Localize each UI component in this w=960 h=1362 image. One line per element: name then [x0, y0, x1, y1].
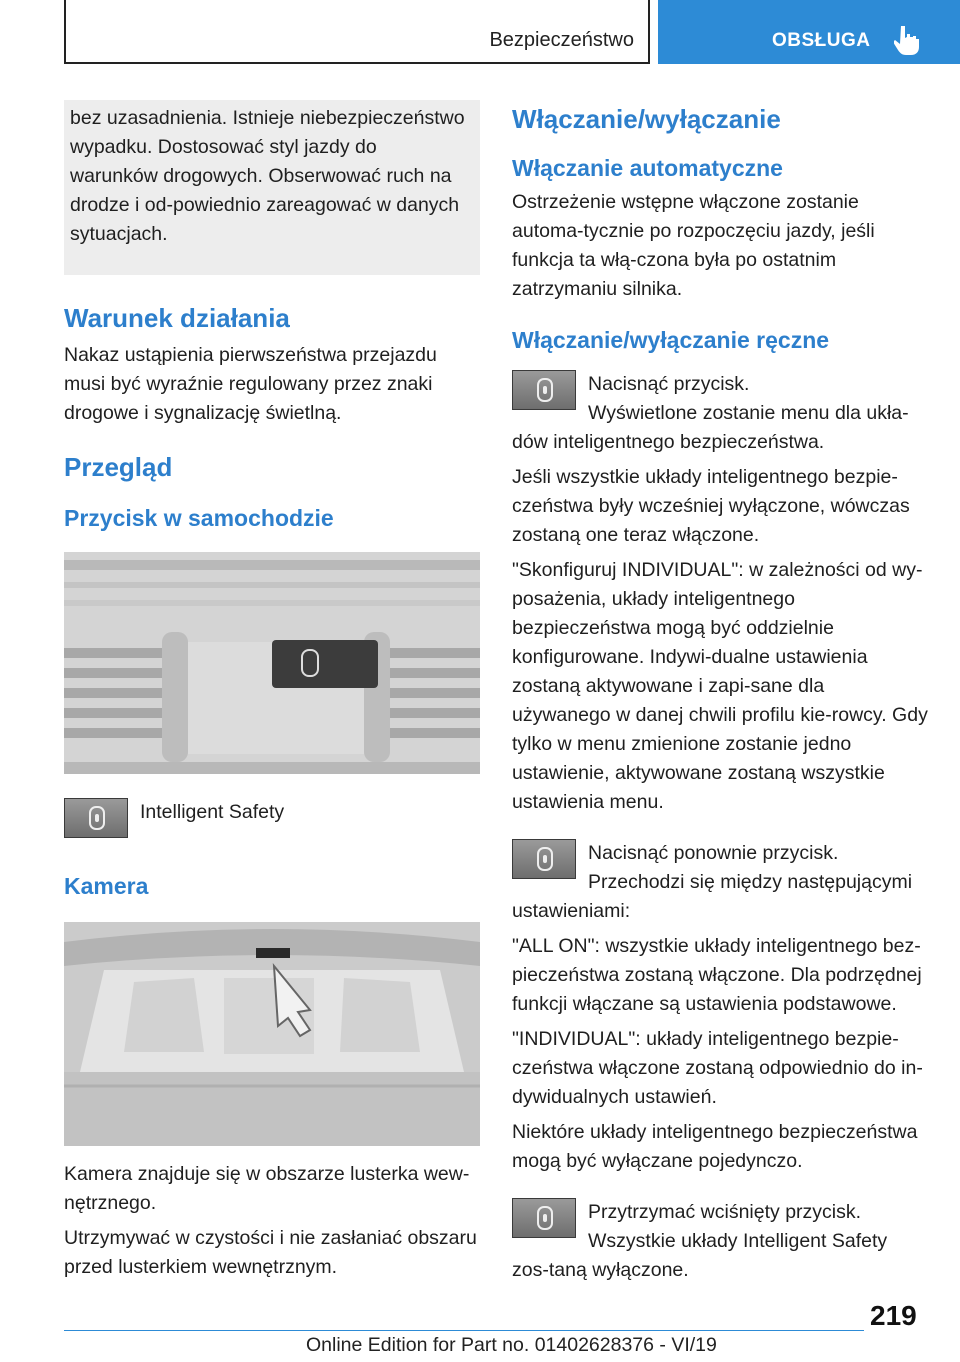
- warning-box: [64, 100, 480, 275]
- step-3: [512, 1198, 928, 1262]
- paragraph-5: Niektóre układy inteligentnego bezpieczeństwa mogą być wyłączane pojedynczo.: [512, 1121, 918, 1172]
- paragraph-3: "ALL ON": wszystkie układy inteligentnego bez-pieczeństwa zostaną włączone. Dla podrzędnej funkcji włączane są ustawienia podstawowe.: [512, 935, 922, 1015]
- warning-text: bez uzasadnienia. Istnieje niebezpieczeństwo wypadku. Dostosować styl jazdy do warunków drogowych. Obserwować ruch na drodze i od-powiednio zareagować w danych sytuacjach.: [70, 107, 465, 245]
- button-heading: Przycisk w samochodzie: [64, 505, 334, 531]
- intelligent-safety-button-icon: [512, 839, 576, 879]
- camera-text-2: Utrzymywać w czystości i nie zasłaniać obszaru przed lusterkiem wewnętrznym.: [64, 1227, 477, 1278]
- camera-heading: Kamera: [64, 873, 149, 899]
- overview-heading: Przegląd: [64, 452, 173, 482]
- auto-text: Ostrzeżenie wstępne włączone zostanie automa-tycznie po rozpoczęciu jazdy, jeśli funkcja ta włą-czona była po ostatnim zatrzymaniu silnika.: [512, 191, 875, 300]
- page-number: 219: [870, 1300, 917, 1331]
- tab-label: OBSŁUGA: [772, 30, 871, 51]
- section-title: Bezpieczeństwo: [489, 29, 634, 51]
- step2-action: Nacisnąć ponownie przycisk.: [588, 842, 839, 864]
- intelligent-safety-legend: [64, 798, 480, 862]
- step3-result: Wszystkie układy Intelligent Safety zos-taną wyłączone.: [512, 1230, 888, 1281]
- right-column: [512, 100, 928, 1285]
- paragraph-1: Jeśli wszystkie układy inteligentnego bezpie-czeństwa były wcześniej wyłączone, wówczas zostaną one teraz włączone.: [512, 466, 910, 546]
- button-caption: Intelligent Safety: [140, 801, 285, 823]
- camera-text-1: Kamera znajduje się w obszarze lusterka wew-nętrznego.: [64, 1163, 470, 1214]
- left-column: [64, 100, 480, 1282]
- step2-result: Przechodzi się między następującymi ustawieniami:: [512, 871, 913, 922]
- step1-result: Wyświetlone zostanie menu dla ukła-dów inteligentnego bezpieczeństwa.: [512, 402, 909, 453]
- header-tab-obsluga[interactable]: [658, 0, 960, 64]
- footer-edition: Online Edition for Part no. 01402628376 - VI/19: [306, 1334, 717, 1356]
- auto-heading: Włączanie automatyczne: [512, 155, 783, 181]
- camera-location-photo: [64, 922, 480, 1146]
- intelligent-safety-button-icon: [64, 798, 128, 838]
- step-1: [512, 370, 928, 434]
- intelligent-safety-button-icon: [512, 370, 576, 410]
- header-section-box: [64, 0, 650, 64]
- step1-action: Nacisnąć przycisk.: [588, 373, 750, 395]
- paragraph-2: "Skonfiguruj INDIVIDUAL": w zależności od wy-posażenia, układy inteligentnego bezpieczeństwa mogą być oddzielnie konfigurowane. Indywi-dualne ustawienia zostaną aktywowane i zapi-sane dla używanego w danej chwili profilu kie-rowcy. Gdy tylko w menu zmienione zostanie jedno ustawienie, aktywowane zostaną wszystkie ustawienia menu.: [512, 559, 928, 813]
- manual-heading: Włączanie/wyłączanie ręczne: [512, 327, 830, 353]
- condition-heading: Warunek działania: [64, 303, 290, 333]
- pointing-hand-icon: [894, 24, 920, 56]
- dashboard-button-photo: [64, 552, 480, 774]
- condition-text: Nakaz ustąpienia pierwszeństwa przejazdu musi być wyraźnie regulowany przez znaki drogowe i sygnalizację świetlną.: [64, 344, 437, 424]
- step-2: [512, 839, 928, 903]
- step3-action: Przytrzymać wciśnięty przycisk.: [588, 1201, 862, 1223]
- paragraph-4: "INDIVIDUAL": układy inteligentnego bezpie-czeństwa włączone zostaną odpowiednio do in-dywidualnych ustawień.: [512, 1028, 923, 1108]
- main-heading: Włączanie/wyłączanie: [512, 104, 781, 134]
- footer-divider: [64, 1330, 864, 1331]
- intelligent-safety-button-icon: [512, 1198, 576, 1238]
